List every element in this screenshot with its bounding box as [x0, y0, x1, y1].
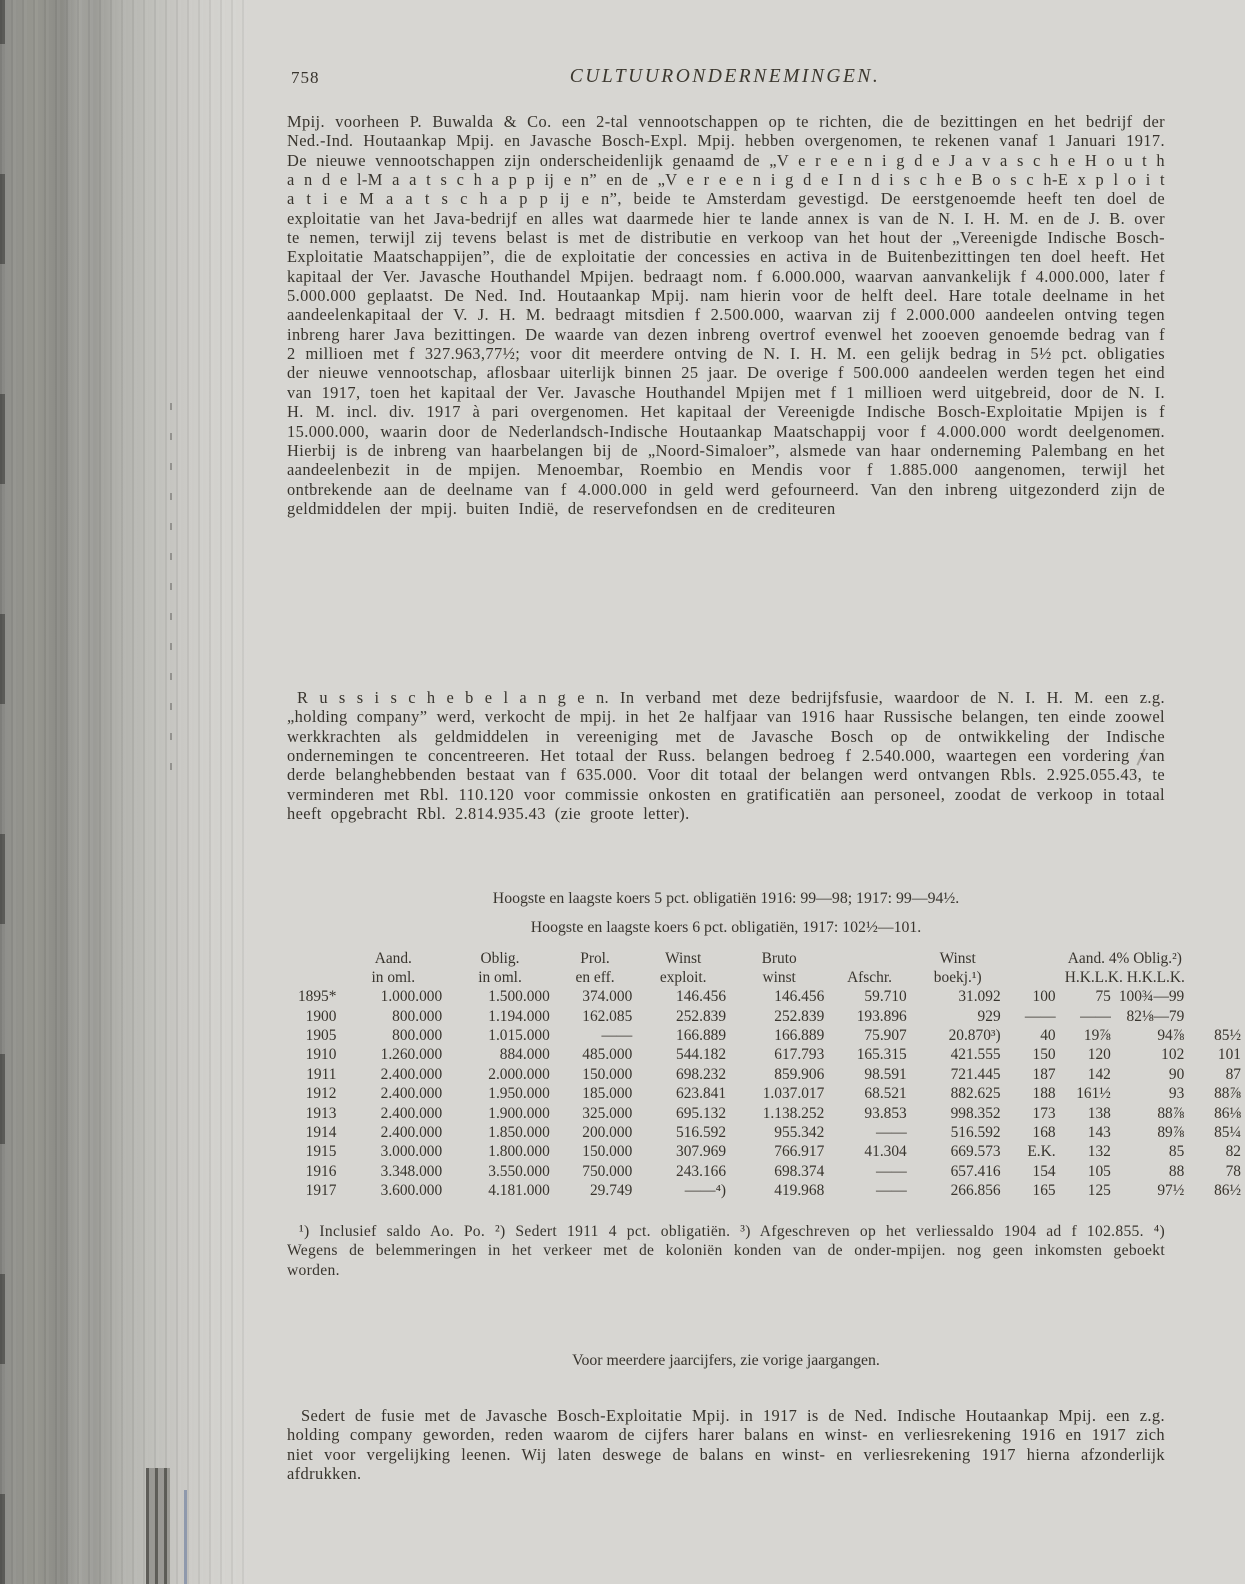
table-cell: 75 — [1095, 988, 1111, 1006]
scan-artifact-margin-dashes — [170, 390, 172, 770]
table-cell: 98.591 — [864, 1065, 907, 1083]
table-cell: 93.853 — [864, 1104, 907, 1122]
column-header: Winst — [665, 950, 702, 967]
column-header: Afschr. — [847, 968, 892, 986]
table-cell: 87 — [1225, 1065, 1241, 1083]
group-column-header: Aand. 4% Oblig.²) — [1067, 950, 1182, 967]
table-cell — [1188, 987, 1245, 1006]
table-cell: 766.917 — [774, 1143, 825, 1161]
table-cell: 101 — [1217, 1046, 1241, 1064]
table-cell: 2.400.000 — [380, 1104, 443, 1122]
table-cell: 154 — [1032, 1162, 1056, 1180]
table-cell: 78 — [1225, 1162, 1241, 1180]
scan-edge-strip — [0, 0, 5, 1584]
group-column-header: H.K.L.K. H.K.L.K. — [1064, 968, 1185, 986]
year-cell: 1910 — [305, 1046, 337, 1064]
table-cell: —— — [1024, 1007, 1056, 1025]
table-row — [285, 1104, 1245, 1123]
table-row — [285, 1065, 1245, 1084]
table-cell: 120 — [1087, 1046, 1111, 1064]
table-cell: 85¼ — [1214, 1124, 1241, 1142]
table-cell: 2.400.000 — [380, 1085, 443, 1103]
table-header-row — [285, 969, 1245, 988]
year-cell: 1914 — [305, 1124, 337, 1142]
table-cell: 3.550.000 — [488, 1162, 550, 1180]
table-cell: 243.166 — [676, 1162, 727, 1180]
table-cell: 89⅞ — [1157, 1124, 1185, 1142]
table-cell: 325.000 — [582, 1104, 633, 1122]
table-cell: 93 — [1168, 1085, 1185, 1103]
table-cell: 188 — [1032, 1085, 1056, 1103]
table-cell: 516.592 — [950, 1124, 1001, 1142]
table-cell: 86½ — [1214, 1182, 1241, 1200]
table-cell: 68.521 — [864, 1085, 907, 1103]
column-header: in oml. — [478, 968, 522, 986]
table-cell: 1.194.000 — [488, 1007, 550, 1025]
table-cell: 998.352 — [950, 1104, 1001, 1122]
table-cell: 200.000 — [582, 1124, 633, 1142]
column-header — [828, 950, 910, 969]
table-cell: 252.839 — [676, 1007, 727, 1025]
table-cell: 161½ — [1076, 1085, 1111, 1103]
table-cell: 105 — [1087, 1162, 1111, 1180]
column-header: in oml. — [371, 968, 416, 986]
scan-artifact-binding-bars — [146, 1468, 170, 1584]
table-cell: 307.969 — [676, 1143, 727, 1161]
table-cell: 138 — [1087, 1104, 1111, 1122]
table-cell: 669.573 — [950, 1143, 1001, 1161]
table-cell: 4.181.000 — [488, 1182, 550, 1200]
table-cell: 1.037.017 — [762, 1085, 825, 1103]
table-cell: —— — [1080, 1007, 1111, 1025]
table-cell: 88 — [1168, 1162, 1185, 1180]
year-cell: 1917 — [305, 1182, 337, 1200]
table-cell: 88⅞ — [1214, 1085, 1241, 1103]
table-cell: 1.138.252 — [762, 1104, 825, 1122]
table-cell: 1.950.000 — [488, 1085, 550, 1103]
page-number: 758 — [291, 68, 320, 87]
scan-artifact-blue-line — [184, 1490, 187, 1584]
table-cell: 82 — [1225, 1143, 1241, 1161]
table-cell: 1.850.000 — [488, 1124, 550, 1142]
table-cell: 617.793 — [774, 1046, 825, 1064]
table-cell: 2.400.000 — [380, 1124, 443, 1142]
table-row — [285, 1007, 1245, 1026]
table-header — [285, 950, 1245, 987]
table-cell: 1.800.000 — [488, 1143, 550, 1161]
year-cell: 1916 — [305, 1162, 337, 1180]
table-cell: 168 — [1032, 1124, 1056, 1142]
table-cell: —— — [601, 1027, 633, 1044]
table-cell: 150.000 — [582, 1143, 633, 1161]
year-cell: 1900 — [305, 1007, 337, 1025]
table-cell: —— — [875, 1124, 907, 1142]
stats-table-body — [285, 987, 1245, 1200]
table-cell: 929 — [977, 1007, 1001, 1025]
year-cell: 1911 — [306, 1065, 337, 1083]
more-figures-note: Voor meerdere jaarcijfers, zie vorige jaargangen. — [572, 1352, 880, 1369]
table-cell: 419.968 — [774, 1182, 825, 1200]
table-cell: 859.906 — [774, 1065, 825, 1083]
table-cell: 1.015.000 — [488, 1027, 550, 1044]
column-header: Winst — [939, 950, 976, 967]
table-cell: 100 — [1032, 988, 1056, 1006]
table-cell: 150.000 — [582, 1065, 633, 1083]
table-cell: 721.445 — [950, 1065, 1001, 1083]
table-cell: 90 — [1168, 1065, 1185, 1083]
column-header: Oblig. — [480, 950, 520, 967]
table-cell: 40 — [1040, 1027, 1056, 1044]
table-row — [285, 1142, 1245, 1161]
table-cell: ——⁴) — [684, 1182, 727, 1200]
table-cell: 544.182 — [676, 1046, 727, 1064]
table-row — [285, 987, 1245, 1006]
column-header: Prol. — [580, 950, 610, 967]
table-cell: 29.749 — [589, 1182, 633, 1200]
table-cell: 85 — [1168, 1143, 1185, 1161]
paragraph-russische-belangen: R u s s i s c h e b e l a n g e n. In verband met deze bedrijfsfusie, waardoor de N. I. H. M. een z.g. „holding company” werd, verkocht de mpij. in het 2e halfjaar van 1916 haar Russische belangen, ten einde zoowel werkkrachten als geldmiddelen in vereeniging met de Javasche Bosch op de ontwikkeling der Indische ondernemingen te concentreeren. Het totaal der Russ. belangen bedroeg f 2.540.000, waartegen een vordering van derde belanghebbenden bestaat van f 635.000. Voor dit totaal der belangen werd ontvangen Rbls. 2.925.055.43, te verminderen met Rbl. 110.120 voor commissie onkosten en gratificatiën aan personeel, zoodat de verkoop in totaal heeft opgebracht Rbl. 2.814.935.43 (zie groote letter). — [287, 688, 1165, 824]
table-cell: 800.000 — [392, 1007, 443, 1025]
table-cell: 100¾—99 — [1118, 988, 1185, 1006]
table-row — [285, 1026, 1245, 1045]
year-statistics-table — [285, 950, 1245, 1201]
year-cell: 1912 — [305, 1085, 337, 1103]
table-row — [285, 1181, 1245, 1200]
year-cell: 1905 — [305, 1027, 337, 1044]
table-cell: 3.000.000 — [380, 1143, 443, 1161]
table-cell: 150 — [1032, 1046, 1056, 1064]
table-header-row — [285, 950, 1245, 969]
running-title: CULTUURONDERNEMINGEN. — [569, 66, 881, 87]
table-cell: 146.456 — [676, 988, 727, 1006]
table-row — [285, 1162, 1245, 1181]
table-cell: 485.000 — [582, 1046, 633, 1064]
table-cell: 1.900.000 — [488, 1104, 550, 1122]
koers-line-6pct: Hoogste en laagste koers 6 pct. obligatiën, 1917: 102½—101. — [530, 919, 922, 936]
table-row — [285, 1123, 1245, 1142]
table-cell: 86⅛ — [1214, 1104, 1241, 1122]
table-cell: 1.500.000 — [488, 988, 550, 1006]
footnotes: ¹) Inclusief saldo Ao. Po. ²) Sedert 1911 4 pct. obligatiën. ³) Afgeschreven op het verliessaldo 1904 ad f 102.855. ⁴) Wegens de belemmeringen in het verkeer met de koloniën konden van de onder-mpijen. nog geen inkomsten geboekt worden. — [287, 1223, 1165, 1279]
table-cell: 20.870³) — [948, 1027, 1001, 1044]
table-cell: 19⅞ — [1083, 1027, 1111, 1044]
table-cell: 142 — [1087, 1065, 1111, 1083]
table-cell: 193.896 — [856, 1007, 907, 1025]
table-cell: 94⅞ — [1157, 1027, 1185, 1044]
column-header: Bruto — [761, 950, 797, 967]
table-cell: 750.000 — [582, 1162, 633, 1180]
table-cell: 88⅞ — [1157, 1104, 1185, 1122]
table-cell: 421.555 — [950, 1046, 1001, 1064]
table-cell: 2.000.000 — [488, 1065, 550, 1083]
table-cell: 132 — [1087, 1143, 1111, 1161]
table-cell: 882.625 — [950, 1085, 1001, 1103]
column-header: exploit. — [659, 968, 707, 986]
year-cell: 1913 — [305, 1104, 337, 1122]
table-cell: 125 — [1087, 1182, 1111, 1200]
table-cell: 173 — [1032, 1104, 1056, 1122]
paragraph-fusion: Mpij. voorheen P. Buwalda & Co. een 2-tal vennootschappen op te richten, die de bezittingen en het bedrijf der Ned.-Ind. Houtaankap Mpij. en Javasche Bosch-Expl. Mpij. hebben overgenomen, te rekenen vanaf 1 Januari 1917. De nieuwe vennootschappen zijn onderscheidenlijk genaamd de „V e r e e n i g d e J a v a s c h e H o u t h a n d e l-M a a t s c h a p p ij e n” en de „V e r e e n i g d e I n d i s c h e B o s c h-E x p l o i t a t i e M a a t s c h a p p ij e n”, beide te Amsterdam gevestigd. De eerstgenoemde heeft ten doel de exploitatie van het Java-bedrijf en alles wat daarmede hier te lande annex is van de N. I. H. M. en de J. B. over te nemen, terwijl zij tevens belast is met de distributie en verkoop van het hout der „Vereenigde Indische Bosch-Exploitatie Maatschappijen”, die de exploitatie der concessies en activa in de Buitenbezittingen ten doel heeft. Het kapitaal der Ver. Javasche Houthandel Mpijen. bedraagt nom. f 6.000.000, waarvan aanvankelijk f 4.000.000, later f 5.000.000 geplaatst. De Ned. Ind. Houtaankap Mpij. nam hierin voor de helft deel. Hare totale deelname in het aandeelenkapitaal der V. J. H. M. bedraagt mitsdien f 2.500.000, waarvan zij f 2.000.000 aandeelen ontving tegen inbreng harer Java bezittingen. De waarde van dezen inbreng overtrof evenwel het zooeven genoemde bedrag van f 2 millioen met f 327.963,77½; voor dit meerdere ontving de N. I. H. M. een gelijk bedrag in 5½ pct. obligaties der nieuwe vennootschap, aflosbaar uiterlijk binnen 25 jaar. De overige f 500.000 aandeelen werden tegen het eind van 1917, toen het kapitaal der Ver. Javasche Houthandel Mpijen met f 1 millioen werd uitgebreid, door de N. I. H. M. incl. div. 1917 à pari overgenomen. Het kapitaal der Vereenigde Indische Bosch-Exploitatie Mpijen is f 15.000.000, waarin door de Nederlandsch-Indische Houtaankap Maatschappij voor f 4.000.000 wordt deelgenomen. Hierbij is de inbreng van haarbelangen bij de „Noord-Simaloer”, alsmede van haar onderneming Palembang en het aandeelenbezit in de mpijen. Menoembar, Roembio en Mendis voor f 1.885.000 aangenomen, terwijl het ontbrekende aan de deelname van f 4.000.000 in geld werd gefourneerd. Van den inbreng uitgezonderd zijn de geldmiddelen der mpij. buiten Indië, de reservefondsen en de crediteuren — [287, 112, 1165, 518]
table-cell: 41.304 — [864, 1143, 907, 1161]
table-cell — [1188, 1007, 1245, 1026]
table-cell: 187 — [1032, 1065, 1056, 1083]
year-cell: 1895* — [297, 988, 337, 1006]
table-cell: 3.348.000 — [380, 1162, 443, 1180]
table-cell: 146.456 — [774, 988, 825, 1006]
table-cell: —— — [875, 1182, 907, 1200]
column-header: boekj.¹) — [933, 968, 982, 986]
table-row — [285, 1045, 1245, 1064]
table-cell: —— — [875, 1162, 907, 1180]
table-cell: 2.400.000 — [380, 1065, 443, 1083]
table-cell: 102 — [1161, 1046, 1185, 1064]
column-header: winst — [762, 968, 796, 986]
table-cell: 165 — [1032, 1182, 1056, 1200]
scan-streaks — [0, 0, 250, 1584]
table-cell: 166.889 — [676, 1027, 727, 1044]
table-cell: 657.416 — [950, 1162, 1001, 1180]
koers-line-5pct: Hoogste en laagste koers 5 pct. obligatiën 1916: 99—98; 1917: 99—94½. — [492, 890, 960, 907]
table-cell: 695.132 — [676, 1104, 727, 1122]
table-cell: 374.000 — [582, 988, 633, 1006]
table-cell: 884.000 — [499, 1046, 550, 1064]
table-cell: 162.085 — [582, 1007, 633, 1025]
table-cell: 955.342 — [774, 1124, 825, 1142]
year-column-header — [285, 950, 340, 969]
table-cell: 165.315 — [856, 1046, 907, 1064]
table-cell: 85½ — [1214, 1027, 1241, 1044]
table-cell: 82⅛—79 — [1126, 1007, 1185, 1025]
table-cell: 31.092 — [958, 988, 1001, 1006]
table-cell: 800.000 — [392, 1027, 443, 1044]
table-row — [285, 1084, 1245, 1103]
year-cell: 1915 — [305, 1143, 337, 1161]
table-cell: 143 — [1087, 1124, 1111, 1142]
table-cell: 698.374 — [774, 1162, 825, 1180]
table-cell: 59.710 — [864, 988, 907, 1006]
table-cell: E.K. — [1027, 1143, 1056, 1161]
page-header — [287, 66, 1163, 94]
table-cell: 185.000 — [582, 1085, 633, 1103]
table-cell: 166.889 — [774, 1027, 825, 1044]
column-header: en eff. — [575, 968, 615, 986]
table-cell: 252.839 — [774, 1007, 825, 1025]
year-column-header — [285, 969, 340, 988]
table-cell: 623.841 — [676, 1085, 727, 1103]
table-cell: 1.000.000 — [380, 988, 443, 1006]
table-cell: 97½ — [1157, 1182, 1185, 1200]
table-cell: 75.907 — [864, 1027, 907, 1044]
column-header: Aand. — [374, 950, 412, 967]
table-cell: 266.856 — [950, 1182, 1001, 1200]
koers-lines — [287, 884, 1165, 942]
closing-paragraph: Sedert de fusie met de Javasche Bosch-Exploitatie Mpij. in 1917 is de Ned. Indische Houtaankap Mpij. een z.g. holding company geworden, reden waarom de cijfers harer balans en winst- en verliesrekening 1916 en 1917 zich niet voor vergelijking leenen. Wij laten deswege de balans en winst- en verliesrekening 1917 hierna afzonderlijk afdrukken. — [287, 1406, 1165, 1484]
table-cell: 3.600.000 — [380, 1182, 443, 1200]
table-cell: 516.592 — [676, 1124, 727, 1142]
table-cell: 698.232 — [676, 1065, 727, 1083]
table-cell: 1.260.000 — [380, 1046, 443, 1064]
